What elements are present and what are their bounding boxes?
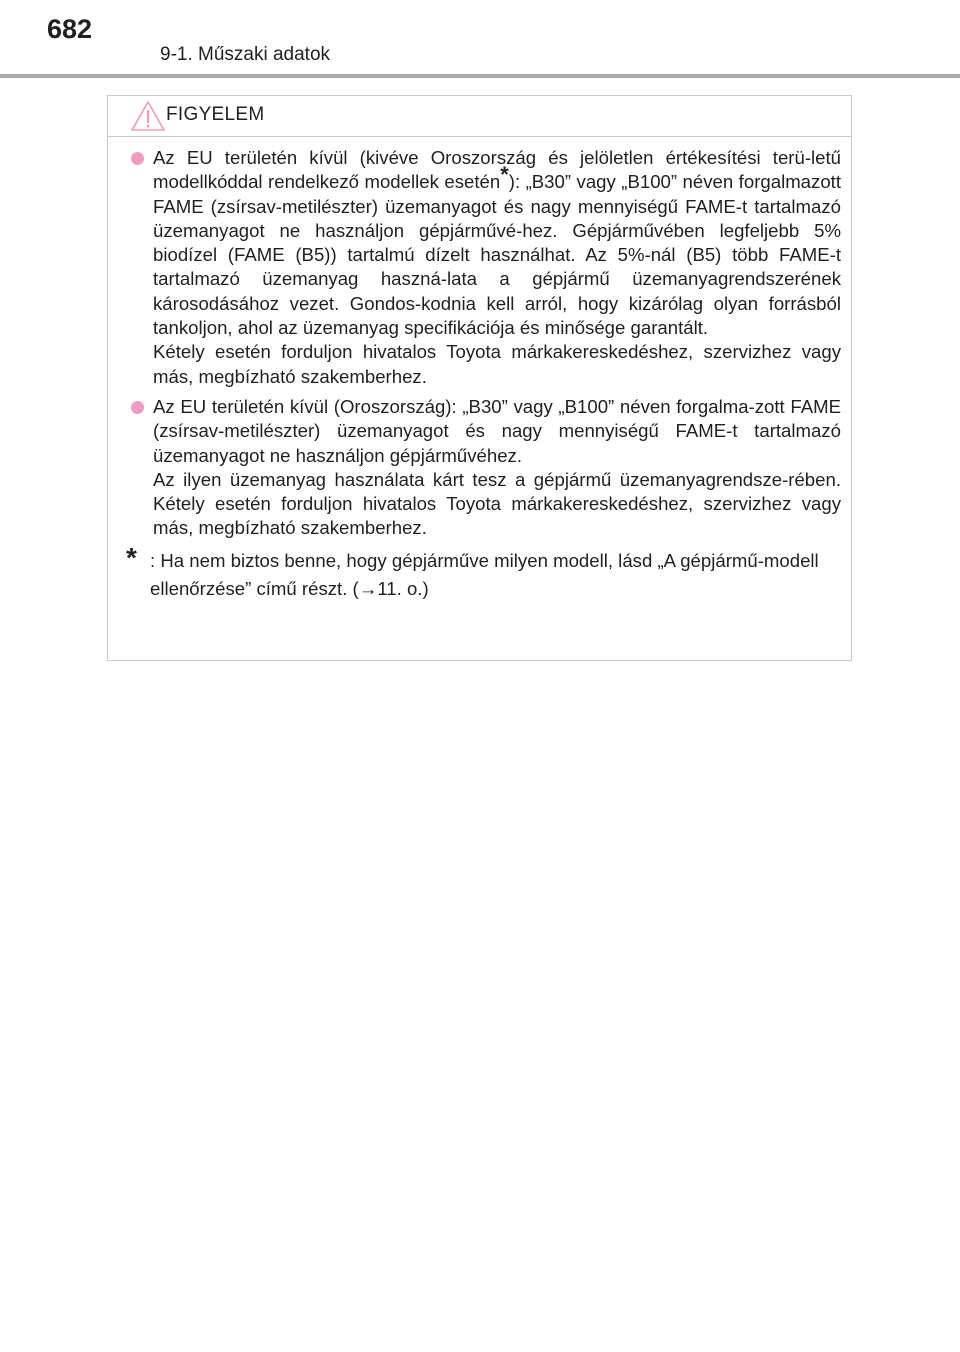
footnote-mark: * xyxy=(126,541,137,573)
bullet-dot-icon xyxy=(131,401,144,414)
paragraph: Kétely esetén forduljon hivatalos Toyota márkakereskedéshez, szervizhez vagy más, megbízható szakemberhez. xyxy=(153,341,841,387)
page-header xyxy=(0,0,960,80)
header-divider xyxy=(0,74,960,78)
paragraph-text: ): „B30” vagy „B100” néven forgalmazott FAME (zsírsav-metilészter) üzemanyagot és nagy mennyiségű FAME-t tartalmazó üzemanyagot ne használjon gépjárművé-hez. Gépjárművében legfeljebb 5% biodízel (FAME (B5)) tartalmú dízelt használhat. Az 5%-nál (B5) több FAME-t tartalmazó üzemanyag haszná-lata a gépjármű üzemanyagrendszerének károsodásához vezet. Gondos-kodnia kell arról, hogy kizárólag olyan forrásból tankoljon, ahol az üzemanyag specifikációja és minősége garantált. xyxy=(153,171,841,339)
warning-box xyxy=(107,95,852,661)
paragraph: Az ilyen üzemanyag használata kárt tesz a gépjármű üzemanyagrendsze-rében. Kétely esetén forduljon hivatalos Toyota márkakereskedéshez, szervizhez vagy más, megbízható szakemberhez. xyxy=(153,468,841,539)
paragraph xyxy=(153,146,841,340)
paragraph-text: Az EU területén kívül (kivéve Oroszország és jelöletlen értékesítési terü-letű modellkóddal rendelkező modellek esetén xyxy=(153,147,841,193)
warning-title: FIGYELEM xyxy=(166,104,265,125)
footnote-text: : Ha nem biztos benne, hogy gépjárműve milyen modell, lásd „A gépjármű-modell ellenőrzése” című részt. (→11. o.) xyxy=(150,549,819,599)
list-item xyxy=(108,395,851,541)
warning-body xyxy=(108,146,851,603)
section-title: 9-1. Műszaki adatok xyxy=(160,44,331,65)
footnote xyxy=(108,541,851,603)
footnote-reference: * xyxy=(500,162,509,188)
page-number: 682 xyxy=(47,14,93,44)
bullet-dot-icon xyxy=(131,152,144,165)
warning-triangle-icon xyxy=(130,100,166,132)
warning-header xyxy=(108,96,851,137)
paragraph: Az EU területén kívül (Oroszország): „B30” vagy „B100” néven forgalma-zott FAME (zsírsav-metilészter) üzemanyagot és nagy mennyiségű FAME-t tartalmazó üzemanyagot ne használjon gépjárművéhez. xyxy=(153,395,841,466)
list-item xyxy=(108,146,851,389)
